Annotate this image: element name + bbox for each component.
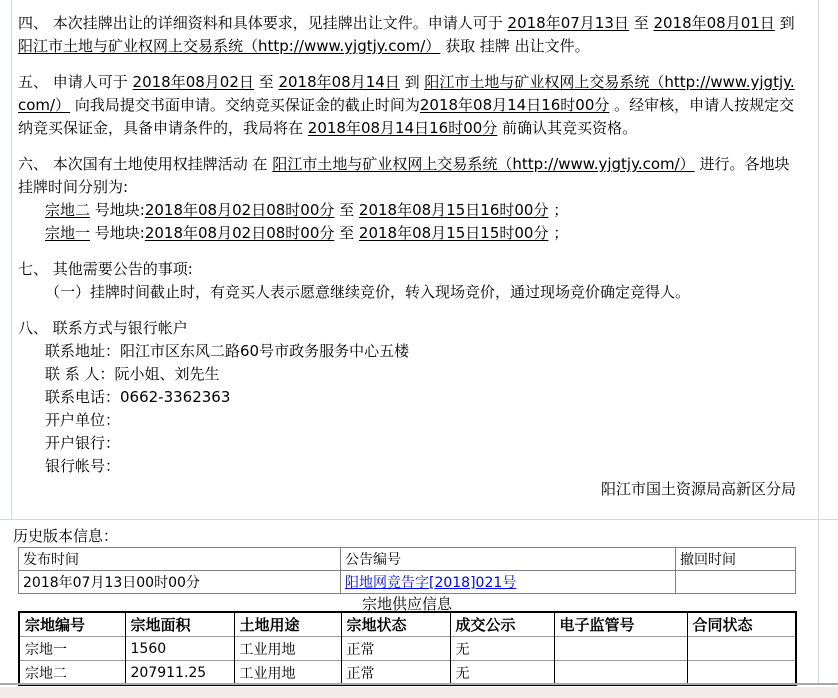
contract-cell — [687, 637, 796, 661]
supply-col-e-monitor-no: 电子监管号 — [554, 612, 687, 637]
history-publish-time-cell: 2018年07月13日00时00分 — [19, 571, 341, 594]
history-data-row — [19, 571, 796, 594]
document-paragraph — [18, 153, 798, 199]
underlined-text: 宗地二 — [45, 201, 91, 219]
text: 至 — [334, 224, 359, 242]
text: 进行。各地块挂牌时间分别为: — [18, 155, 790, 196]
document-paragraph — [18, 199, 798, 222]
underlined-text: 阳江市土地与矿业权网上交易系统（http://www.yjgtjy.com/） — [18, 37, 441, 55]
document-paragraph — [18, 409, 798, 432]
text: 联系电话：0662-3362363 — [45, 388, 231, 406]
e-monitor-cell — [554, 661, 687, 686]
history-header-row — [19, 548, 796, 571]
supply-col-parcel-no: 宗地编号 — [25, 616, 86, 634]
supply-header-row — [19, 612, 796, 637]
supply-data-row — [19, 661, 796, 686]
text: 。经审核，申请人按规定交纳竞买保证金，具备申请条件的，我局将在 — [18, 96, 795, 137]
document-paragraph — [18, 12, 798, 58]
e-monitor-cell — [554, 637, 687, 661]
notice-number-link[interactable]: 阳地网竞告字[2018]021号 — [345, 575, 517, 591]
window-bottom-edge — [0, 683, 838, 685]
supply-data-row — [19, 637, 796, 661]
underlined-text: 2018年08月02日08时00分 — [144, 201, 335, 219]
document-paragraph — [18, 432, 798, 455]
area-cell: 207911.25 — [125, 661, 234, 686]
area-cell: 1560 — [125, 637, 234, 661]
document-paragraph — [18, 363, 798, 386]
panel-right-border — [818, 0, 819, 684]
text: 向我局提交书面申请。交纳竞买保证金的截止时间为 — [70, 96, 420, 114]
underlined-text: 2018年08月02日08时00分 — [144, 224, 335, 242]
history-section-label: 历史版本信息： — [13, 527, 119, 545]
supply-table — [18, 611, 797, 686]
supply-col-deal-notice: 成交公示 — [450, 612, 554, 637]
underlined-text: 2018年08月14日16时00分 — [419, 96, 610, 114]
underlined-text: 2018年08月02日 — [132, 73, 254, 91]
document-paragraph — [18, 455, 798, 478]
text: 联系地址：阳江市区东风二路60号市政务服务中心五楼 — [45, 342, 410, 360]
text: 前确认其竞买资格。 — [497, 119, 638, 137]
supply-col-area: 宗地面积 — [125, 612, 234, 637]
deal-notice-cell: 无 — [450, 637, 554, 661]
supply-col-contract: 合同状态 — [687, 612, 796, 637]
text: ； — [548, 201, 569, 219]
document-paragraph — [18, 317, 798, 340]
text: 开户单位： — [45, 411, 121, 429]
text: 开户银行： — [45, 434, 121, 452]
text: 至 — [334, 201, 359, 219]
text: 至 — [253, 73, 279, 91]
history-withdraw-cell — [676, 571, 796, 594]
text: 联 系 人：阮小姐、刘先生 — [45, 365, 220, 383]
text: 至 — [628, 14, 654, 32]
history-col-notice-no: 公告编号 — [341, 548, 676, 571]
underlined-text: 2018年08月01日 — [653, 14, 775, 32]
text: （一）挂牌时间截止时，有竞买人表示愿意继续竞价，转入现场竞价，通过现场竞价确定竞得人。 — [45, 283, 691, 301]
supply-section-title: 宗地供应信息 — [361, 595, 452, 613]
history-table — [18, 547, 796, 594]
document-paragraph — [18, 258, 798, 281]
panel-bottom-border — [0, 519, 838, 520]
underlined-text: 2018年08月14日16时00分 — [307, 119, 498, 137]
underlined-text: 阳江市土地与矿业权网上交易系统（http://www.yjgtjy.com/） — [18, 73, 795, 114]
land-use-cell: 工业用地 — [234, 637, 341, 661]
supply-col-land-use: 土地用途 — [234, 612, 341, 637]
text: 获取 挂牌 出让文件。 — [440, 37, 590, 55]
text: 八、 联系方式与银行帐户 — [18, 319, 188, 337]
announcement-document — [18, 12, 798, 501]
deal-notice-cell: 无 — [450, 661, 554, 686]
text: 号地块: — [90, 224, 145, 242]
text: 到 — [399, 73, 425, 91]
underlined-text: 2018年08月14日 — [278, 73, 400, 91]
text: 银行帐号： — [45, 457, 121, 475]
text: 七、 其他需要公告的事项: — [18, 260, 193, 278]
history-col-publish-time: 发布时间 — [19, 548, 341, 571]
history-col-withdraw: 撤回时间 — [676, 548, 796, 571]
parcel-no-cell: 宗地二 — [19, 661, 125, 686]
text: 号地块: — [90, 201, 145, 219]
underlined-text: 2018年08月15日15时00分 — [358, 224, 549, 242]
status-cell: 正常 — [341, 637, 450, 661]
underlined-text: 宗地一 — [45, 224, 91, 242]
history-notice-cell — [341, 571, 676, 594]
horizontal-scrollbar-track — [0, 686, 838, 698]
text: ； — [548, 224, 569, 242]
underlined-text: 2018年07月13日 — [507, 14, 629, 32]
panel-left-border — [11, 0, 12, 520]
document-paragraph — [18, 340, 798, 363]
document-paragraph — [18, 222, 798, 245]
text: 四、 本次挂牌出让的详细资料和具体要求，见挂牌出让文件。申请人可于 — [18, 14, 508, 32]
supply-col-status: 宗地状态 — [341, 612, 450, 637]
parcel-no-cell: 宗地一 — [19, 637, 125, 661]
document-paragraph — [18, 281, 798, 304]
document-paragraph — [18, 71, 798, 140]
text: 到 — [774, 14, 795, 32]
status-cell: 正常 — [341, 661, 450, 686]
text: 六、 本次国有土地使用权挂牌活动 在 — [18, 155, 273, 173]
document-paragraph — [18, 386, 798, 409]
underlined-text: 2018年08月15日16时00分 — [358, 201, 549, 219]
issuing-authority-signature: 阳江市国土资源局高新区分局 — [600, 480, 796, 498]
text: 五、 申请人可于 — [18, 73, 133, 91]
land-use-cell: 工业用地 — [234, 661, 341, 686]
underlined-text: 阳江市土地与矿业权网上交易系统（http://www.yjgtjy.com/） — [272, 155, 695, 173]
contract-cell — [687, 661, 796, 686]
